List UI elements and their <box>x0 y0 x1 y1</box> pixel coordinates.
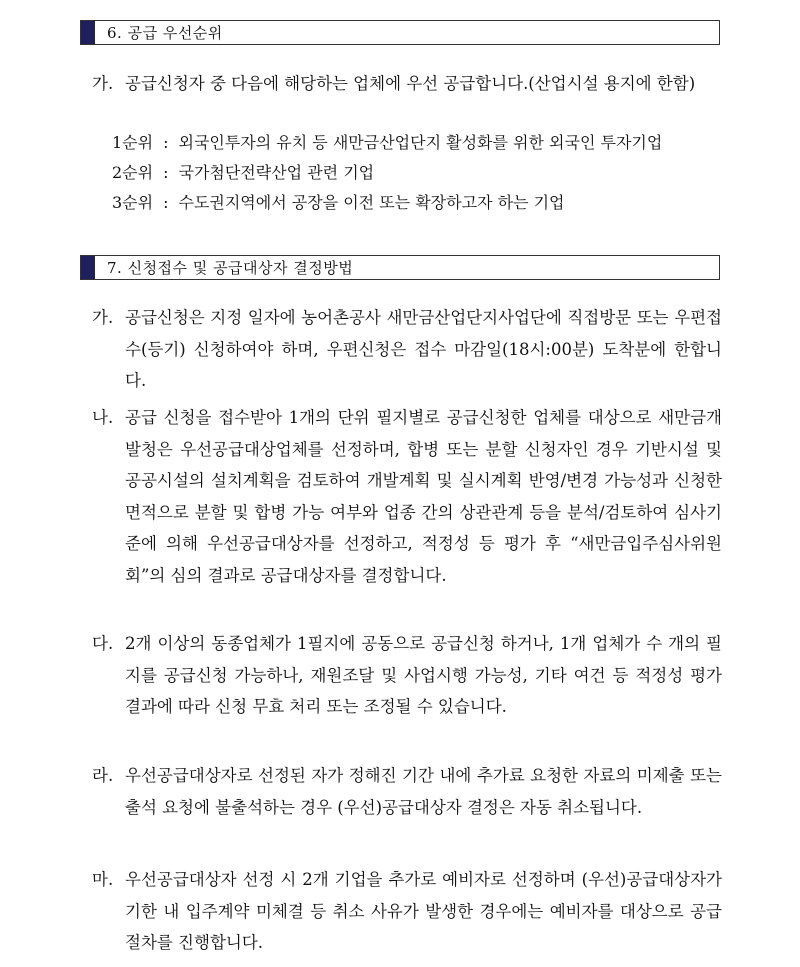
priority-row <box>112 128 722 158</box>
section-7-header <box>80 255 720 280</box>
section-7-title: 7. 신청접수 및 공급대상자 결정방법 <box>107 259 354 277</box>
section-7-item-da <box>92 628 722 723</box>
section-7-header-bar <box>81 256 95 279</box>
item-text: 우선공급대상자로 선정된 자가 정해진 기간 내에 추가료 요청한 자료의 미제출 또는 출석 요청에 불출석하는 경우 (우선)공급대상자 결정은 자동 취소됩니다. <box>125 766 722 817</box>
priority-separator: : <box>163 193 169 212</box>
priority-text: 국가첨단전략산업 관련 기업 <box>178 163 375 182</box>
priority-rank: 2순위 <box>112 163 154 182</box>
item-marker: 마. <box>92 870 114 889</box>
priority-separator: : <box>163 163 169 182</box>
priority-row <box>112 158 722 188</box>
section-6-header-bar <box>81 21 95 44</box>
item-text: 우선공급대상자 선정 시 2개 기업을 추가로 예비자로 선정하며 (우선)공급대상자가 기한 내 입주계약 미체결 등 취소 사유가 발생한 경우에는 예비자를 대상으로 공급절차를 진행합니다. <box>125 870 722 952</box>
priority-text: 수도권지역에서 공장을 이전 또는 확장하고자 하는 기업 <box>178 193 565 212</box>
section-6-header <box>80 20 720 45</box>
item-text: 공급신청자 중 다음에 해당하는 업체에 우선 공급합니다.(산업시설 용지에 한함) <box>125 74 696 93</box>
priority-row <box>112 188 722 218</box>
item-text: 2개 이상의 동종업체가 1필지에 공동으로 공급신청 하거나, 1개 업체가 수 개의 필지를 공급신청 가능하나, 재원조달 및 사업시행 가능성, 기타 여건 등 적정성 평가 결과에 따라 신청 무효 처리 또는 조정될 수 있습니다. <box>125 634 722 716</box>
priority-separator: : <box>163 133 169 152</box>
section-6-item-ga <box>92 68 722 100</box>
section-7-item-ma <box>92 864 722 959</box>
item-text: 공급 신청을 접수받아 1개의 단위 필지별로 공급신청한 업체를 대상으로 새만금개발청은 우선공급대상업체를 선정하며, 합병 또는 분할 신청자인 경우 기반시설 및 공공시설의 설치계획을 검토하여 개발계획 및 실시계획 반영/변경 가능성과 신청한 면적으로 분할 및 합병 가능 여부와 업종 간의 상관관계 등을 분석/검토하여 심사기준에 의해 우선공급대상자를 선정하고, 적정성 등 평가 후 “새만금입주심사위원회”의 심의 결과로 공급대상자를 결정합니다. <box>125 408 722 585</box>
priority-rank: 1순위 <box>112 133 154 152</box>
item-marker: 가. <box>92 308 114 327</box>
priority-rank: 3순위 <box>112 193 154 212</box>
section-7-item-ra <box>92 760 722 823</box>
section-7-item-na <box>92 402 722 591</box>
item-marker: 가. <box>92 74 114 93</box>
section-6-title: 6. 공급 우선순위 <box>107 24 223 42</box>
item-text: 공급신청은 지정 일자에 농어촌공사 새만금산업단지사업단에 직접방문 또는 우편접수(등기) 신청하여야 하며, 우편신청은 접수 마감일(18시:00분) 도착분에 한합니다. <box>125 308 722 390</box>
item-marker: 라. <box>92 766 114 785</box>
item-marker: 나. <box>92 408 114 427</box>
item-marker: 다. <box>92 634 114 653</box>
priority-list <box>112 128 722 218</box>
priority-text: 외국인투자의 유치 등 새만금산업단지 활성화를 위한 외국인 투자기업 <box>178 133 663 152</box>
section-7-item-ga <box>92 302 722 397</box>
